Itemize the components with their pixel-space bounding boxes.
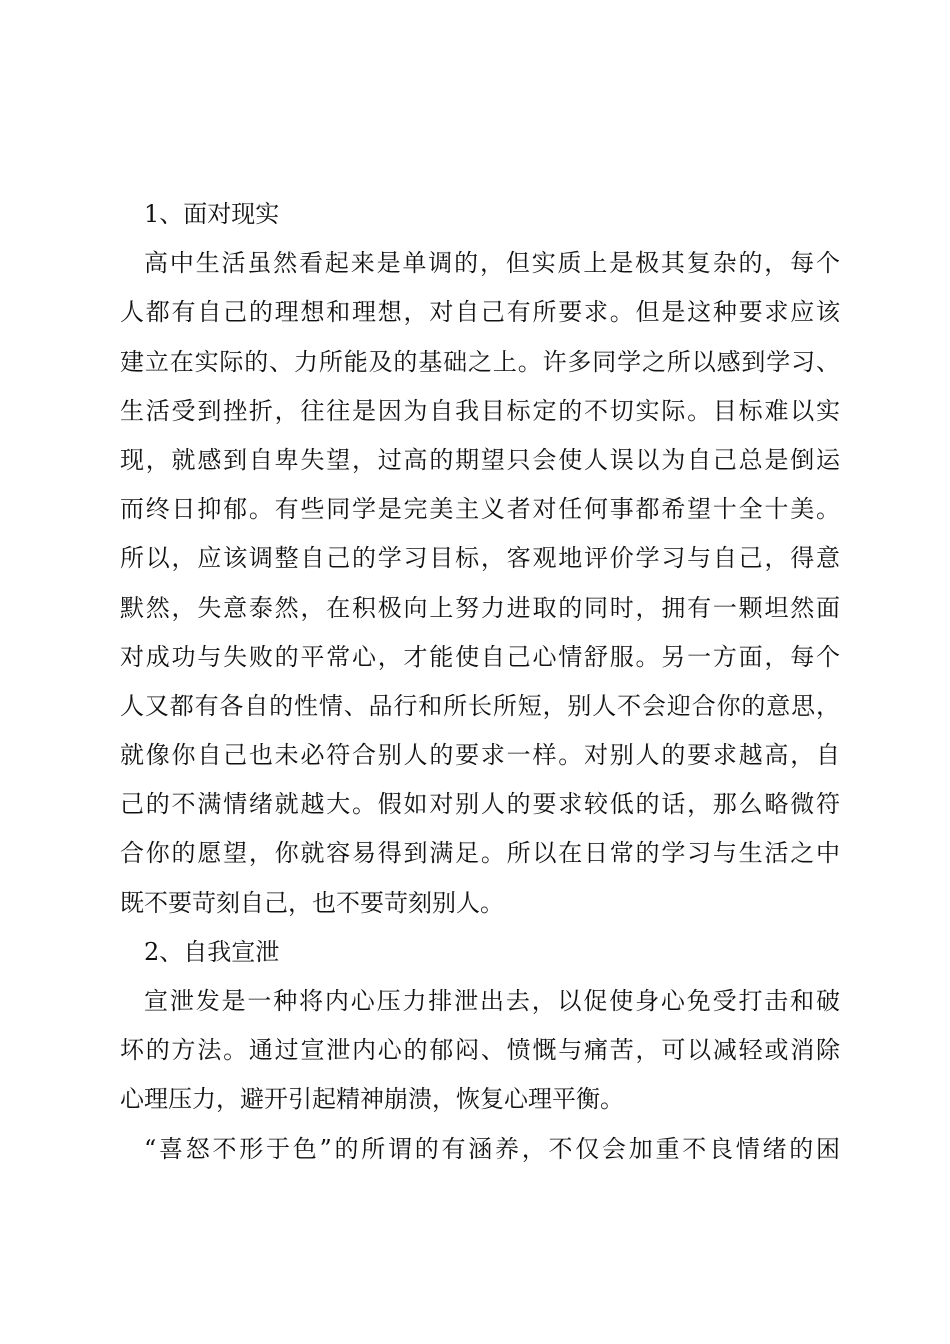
paragraph-line: 坏的方法。通过宣泄内心的郁闷、愤慨与痛苦，可以减轻或消除: [120, 1036, 840, 1065]
section-heading-1: 1、面对现实: [144, 200, 280, 228]
paragraph-line: 就像你自己也未必符合别人的要求一样。对别人的要求越高，自: [120, 741, 840, 770]
paragraph-line: 现，就感到自卑失望，过高的期望只会使人误以为自己总是倒运: [120, 445, 840, 474]
paragraph-line: 人都有自己的理想和理想，对自己有所要求。但是这种要求应该: [120, 298, 840, 327]
paragraph-line: 生活受到挫折，往往是因为自我目标定的不切实际。目标难以实: [120, 396, 840, 425]
paragraph-line: 而终日抑郁。有些同学是完美主义者对任何事都希望十全十美。: [120, 495, 840, 524]
paragraph-line: 所以，应该调整自己的学习目标，客观地评价学习与自己，得意: [120, 544, 840, 573]
paragraph-line: 宣泄发是一种将内心压力排泄出去，以促使身心免受打击和破: [144, 987, 840, 1015]
paragraph-line: 人又都有各自的性情、品行和所长所短，别人不会迎合你的意思，: [120, 691, 840, 720]
paragraph-line: 己的不满情绪就越大。假如对别人的要求较低的话，那么略微符: [120, 790, 840, 819]
section-heading-2: 2、自我宣泄: [144, 937, 280, 966]
document-body: [120, 190, 840, 1174]
paragraph-line: 高中生活虽然看起来是单调的，但实质上是极其复杂的，每个: [144, 249, 840, 278]
paragraph-line: 既不要苛刻自己，也不要苛刻别人。: [120, 888, 504, 917]
paragraph-line: 对成功与失败的平常心，才能使自己心情舒服。另一方面，每个: [120, 642, 840, 671]
paragraph-line: 建立在实际的、力所能及的基础之上。许多同学之所以感到学习、: [120, 347, 840, 376]
paragraph-line: 合你的愿望，你就容易得到满足。所以在日常的学习与生活之中: [120, 839, 840, 868]
paragraph-line: 心理压力，避开引起精神崩溃，恢复心理平衡。: [120, 1085, 624, 1114]
paragraph-line: 默然，失意泰然，在积极向上努力进取的同时，拥有一颗坦然面: [120, 593, 840, 622]
paragraph-line: “喜怒不形于色”的所谓的有涵养，不仅会加重不良情绪的困: [144, 1134, 840, 1163]
